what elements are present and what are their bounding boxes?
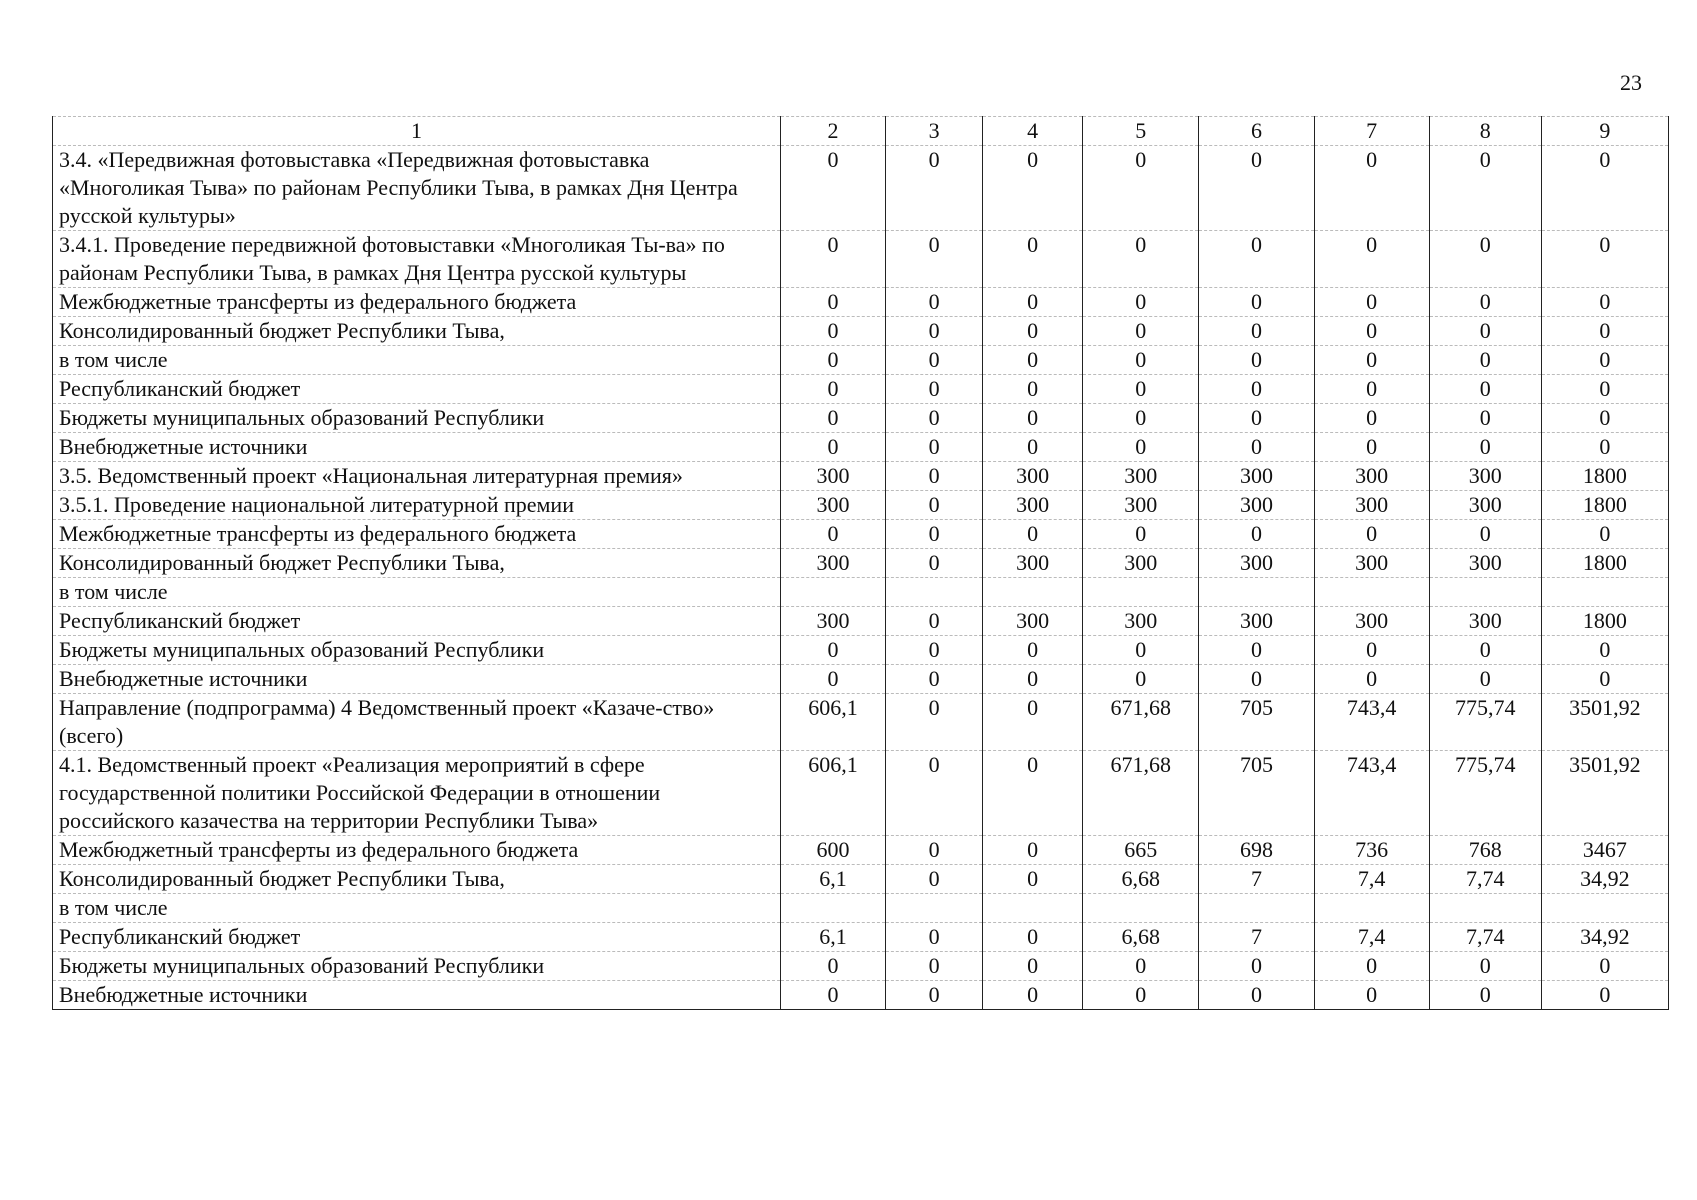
row-value bbox=[1541, 894, 1668, 923]
row-value: 0 bbox=[1541, 231, 1668, 288]
row-value: 0 bbox=[886, 665, 983, 694]
row-value: 300 bbox=[1083, 491, 1199, 520]
row-value: 0 bbox=[780, 146, 885, 231]
row-label: Внебюджетные источники bbox=[53, 665, 781, 694]
row-value: 300 bbox=[983, 607, 1083, 636]
row-value: 0 bbox=[1314, 231, 1429, 288]
row-label: Республиканский бюджет bbox=[53, 923, 781, 952]
row-value: 0 bbox=[1083, 288, 1199, 317]
row-value: 0 bbox=[983, 952, 1083, 981]
column-header: 5 bbox=[1083, 117, 1199, 146]
row-value: 0 bbox=[1541, 433, 1668, 462]
row-value: 0 bbox=[780, 952, 885, 981]
row-value: 7,4 bbox=[1314, 865, 1429, 894]
row-value: 0 bbox=[1314, 433, 1429, 462]
row-value: 0 bbox=[886, 462, 983, 491]
row-value bbox=[1314, 578, 1429, 607]
row-value: 300 bbox=[1314, 491, 1429, 520]
table-row bbox=[53, 665, 1669, 694]
row-value: 0 bbox=[983, 923, 1083, 952]
row-value: 0 bbox=[1541, 317, 1668, 346]
row-value: 0 bbox=[780, 636, 885, 665]
row-value: 300 bbox=[780, 549, 885, 578]
row-value: 3501,92 bbox=[1541, 751, 1668, 836]
row-value: 0 bbox=[886, 317, 983, 346]
row-value: 0 bbox=[780, 981, 885, 1010]
row-value: 0 bbox=[983, 636, 1083, 665]
row-value bbox=[1199, 894, 1314, 923]
row-value bbox=[983, 894, 1083, 923]
row-value: 0 bbox=[1314, 665, 1429, 694]
table-row bbox=[53, 694, 1669, 751]
row-value: 0 bbox=[1314, 404, 1429, 433]
row-value: 0 bbox=[1429, 636, 1541, 665]
row-value: 300 bbox=[1429, 607, 1541, 636]
table-row bbox=[53, 836, 1669, 865]
row-value: 0 bbox=[780, 288, 885, 317]
row-label: Консолидированный бюджет Республики Тыва, bbox=[53, 549, 781, 578]
row-value: 0 bbox=[1199, 317, 1314, 346]
row-value: 300 bbox=[1314, 549, 1429, 578]
budget-table bbox=[52, 116, 1669, 1010]
row-value: 34,92 bbox=[1541, 923, 1668, 952]
row-value: 300 bbox=[780, 462, 885, 491]
row-value: 0 bbox=[1314, 146, 1429, 231]
row-value: 300 bbox=[1083, 549, 1199, 578]
row-value: 0 bbox=[1314, 520, 1429, 549]
row-value: 300 bbox=[1314, 607, 1429, 636]
row-value: 0 bbox=[983, 317, 1083, 346]
row-label: 3.4.1. Проведение передвижной фотовыставки «Многоликая Ты-ва» по районам Республики Тыва, в рамках Дня Центра русской культуры bbox=[53, 231, 781, 288]
row-value: 0 bbox=[1541, 288, 1668, 317]
row-value: 0 bbox=[780, 404, 885, 433]
row-value: 6,1 bbox=[780, 923, 885, 952]
row-value: 0 bbox=[1314, 952, 1429, 981]
row-value: 0 bbox=[983, 433, 1083, 462]
column-header: 1 bbox=[53, 117, 781, 146]
table-row bbox=[53, 146, 1669, 231]
row-value: 0 bbox=[983, 665, 1083, 694]
row-value: 300 bbox=[983, 462, 1083, 491]
row-value: 0 bbox=[886, 288, 983, 317]
row-value: 3467 bbox=[1541, 836, 1668, 865]
row-label: 3.4. «Передвижная фотовыставка «Передвижная фотовыставка «Многоликая Тыва» по районам Республики Тыва, в рамках Дня Центра русской культуры» bbox=[53, 146, 781, 231]
row-label: 3.5.1. Проведение национальной литературной премии bbox=[53, 491, 781, 520]
row-value: 300 bbox=[1199, 491, 1314, 520]
row-label: Направление (подпрограмма) 4 Ведомственный проект «Казаче-ство» (всего) bbox=[53, 694, 781, 751]
row-value: 0 bbox=[780, 520, 885, 549]
row-value: 0 bbox=[1314, 636, 1429, 665]
row-value bbox=[1199, 578, 1314, 607]
table-row bbox=[53, 346, 1669, 375]
row-value: 0 bbox=[1199, 636, 1314, 665]
row-value bbox=[886, 578, 983, 607]
row-value: 768 bbox=[1429, 836, 1541, 865]
table-row bbox=[53, 751, 1669, 836]
row-label: Консолидированный бюджет Республики Тыва, bbox=[53, 865, 781, 894]
row-value: 775,74 bbox=[1429, 694, 1541, 751]
row-value: 600 bbox=[780, 836, 885, 865]
row-value: 671,68 bbox=[1083, 694, 1199, 751]
row-value: 0 bbox=[1199, 146, 1314, 231]
row-value: 0 bbox=[780, 665, 885, 694]
row-value: 0 bbox=[1429, 404, 1541, 433]
row-value: 300 bbox=[780, 607, 885, 636]
row-value: 7,74 bbox=[1429, 865, 1541, 894]
row-value: 0 bbox=[1199, 981, 1314, 1010]
row-value: 0 bbox=[1199, 520, 1314, 549]
row-value: 0 bbox=[886, 231, 983, 288]
row-value: 0 bbox=[886, 375, 983, 404]
row-value: 0 bbox=[1199, 952, 1314, 981]
table-row bbox=[53, 607, 1669, 636]
row-value: 300 bbox=[1083, 462, 1199, 491]
row-value: 0 bbox=[886, 865, 983, 894]
row-value: 606,1 bbox=[780, 694, 885, 751]
row-value: 0 bbox=[1541, 981, 1668, 1010]
row-value: 0 bbox=[1541, 404, 1668, 433]
row-label: Бюджеты муниципальных образований Республики bbox=[53, 636, 781, 665]
row-value bbox=[1541, 578, 1668, 607]
row-value: 0 bbox=[983, 981, 1083, 1010]
row-label: Консолидированный бюджет Республики Тыва, bbox=[53, 317, 781, 346]
row-value: 0 bbox=[1429, 665, 1541, 694]
row-value: 7 bbox=[1199, 865, 1314, 894]
row-label: в том числе bbox=[53, 894, 781, 923]
row-value: 0 bbox=[1314, 317, 1429, 346]
page-number: 23 bbox=[1620, 70, 1642, 95]
column-header: 8 bbox=[1429, 117, 1541, 146]
row-value: 775,74 bbox=[1429, 751, 1541, 836]
row-value: 705 bbox=[1199, 694, 1314, 751]
row-value: 0 bbox=[1083, 146, 1199, 231]
row-value: 0 bbox=[1314, 288, 1429, 317]
column-header: 6 bbox=[1199, 117, 1314, 146]
row-value: 671,68 bbox=[1083, 751, 1199, 836]
row-label: Внебюджетные источники bbox=[53, 981, 781, 1010]
row-value: 0 bbox=[1541, 952, 1668, 981]
row-value: 0 bbox=[1429, 317, 1541, 346]
row-value: 0 bbox=[1083, 375, 1199, 404]
column-header: 9 bbox=[1541, 117, 1668, 146]
row-label: в том числе bbox=[53, 346, 781, 375]
row-value: 300 bbox=[1429, 491, 1541, 520]
row-value: 0 bbox=[1314, 981, 1429, 1010]
row-value bbox=[1083, 578, 1199, 607]
row-value: 300 bbox=[983, 491, 1083, 520]
row-value: 300 bbox=[1429, 462, 1541, 491]
row-value: 0 bbox=[1083, 981, 1199, 1010]
row-value bbox=[1429, 894, 1541, 923]
row-value: 0 bbox=[780, 317, 885, 346]
row-value: 743,4 bbox=[1314, 751, 1429, 836]
row-value: 0 bbox=[1541, 520, 1668, 549]
row-value bbox=[780, 894, 885, 923]
table-row bbox=[53, 549, 1669, 578]
row-value: 0 bbox=[983, 751, 1083, 836]
row-value: 3501,92 bbox=[1541, 694, 1668, 751]
row-value: 1800 bbox=[1541, 491, 1668, 520]
row-value: 1800 bbox=[1541, 549, 1668, 578]
row-value: 0 bbox=[983, 520, 1083, 549]
table-header-row bbox=[53, 117, 1669, 146]
row-label: Республиканский бюджет bbox=[53, 607, 781, 636]
row-value: 0 bbox=[1314, 346, 1429, 375]
row-value bbox=[1083, 894, 1199, 923]
row-value: 0 bbox=[1541, 346, 1668, 375]
column-header: 3 bbox=[886, 117, 983, 146]
row-value: 0 bbox=[1199, 288, 1314, 317]
row-value: 698 bbox=[1199, 836, 1314, 865]
row-value: 0 bbox=[1429, 231, 1541, 288]
row-value: 743,4 bbox=[1314, 694, 1429, 751]
table-row bbox=[53, 981, 1669, 1010]
row-value: 0 bbox=[1083, 636, 1199, 665]
row-value: 7,74 bbox=[1429, 923, 1541, 952]
row-value: 606,1 bbox=[780, 751, 885, 836]
table-row bbox=[53, 404, 1669, 433]
row-value: 0 bbox=[1541, 636, 1668, 665]
row-value bbox=[780, 578, 885, 607]
row-value: 0 bbox=[983, 375, 1083, 404]
row-label: Межбюджетные трансферты из федерального бюджета bbox=[53, 288, 781, 317]
row-label: Межбюджетный трансферты из федерального бюджета bbox=[53, 836, 781, 865]
row-value: 6,68 bbox=[1083, 923, 1199, 952]
row-value: 0 bbox=[1541, 146, 1668, 231]
column-header: 4 bbox=[983, 117, 1083, 146]
row-value: 0 bbox=[983, 836, 1083, 865]
row-value: 34,92 bbox=[1541, 865, 1668, 894]
row-value: 0 bbox=[1429, 346, 1541, 375]
row-value: 0 bbox=[1199, 404, 1314, 433]
row-value: 0 bbox=[886, 751, 983, 836]
row-value: 0 bbox=[983, 231, 1083, 288]
row-value: 300 bbox=[1199, 607, 1314, 636]
row-value: 0 bbox=[886, 607, 983, 636]
row-value: 0 bbox=[1429, 146, 1541, 231]
row-value: 0 bbox=[886, 433, 983, 462]
row-label: Бюджеты муниципальных образований Республики bbox=[53, 952, 781, 981]
row-value: 300 bbox=[1429, 549, 1541, 578]
row-value bbox=[1314, 894, 1429, 923]
row-value: 300 bbox=[1314, 462, 1429, 491]
row-value: 300 bbox=[1199, 549, 1314, 578]
row-value bbox=[983, 578, 1083, 607]
row-value: 0 bbox=[886, 636, 983, 665]
row-value: 0 bbox=[886, 346, 983, 375]
row-value: 0 bbox=[1199, 375, 1314, 404]
row-value: 0 bbox=[1429, 288, 1541, 317]
row-value: 0 bbox=[886, 981, 983, 1010]
row-value: 300 bbox=[1199, 462, 1314, 491]
row-value: 0 bbox=[1083, 952, 1199, 981]
table-row bbox=[53, 462, 1669, 491]
table-row bbox=[53, 894, 1669, 923]
row-value: 1800 bbox=[1541, 607, 1668, 636]
row-label: 4.1. Ведомственный проект «Реализация мероприятий в сфере государственной политики Российской Федерации в отношении российского казачества на территории Республики Тыва» bbox=[53, 751, 781, 836]
row-label: в том числе bbox=[53, 578, 781, 607]
table-row bbox=[53, 375, 1669, 404]
row-value: 7 bbox=[1199, 923, 1314, 952]
row-label: 3.5. Ведомственный проект «Национальная литературная премия» bbox=[53, 462, 781, 491]
row-value: 6,1 bbox=[780, 865, 885, 894]
column-header: 7 bbox=[1314, 117, 1429, 146]
row-value: 0 bbox=[886, 549, 983, 578]
table-row bbox=[53, 952, 1669, 981]
row-value: 0 bbox=[886, 836, 983, 865]
row-value: 7,4 bbox=[1314, 923, 1429, 952]
row-value: 0 bbox=[1541, 375, 1668, 404]
row-value: 0 bbox=[886, 694, 983, 751]
row-value: 0 bbox=[1083, 317, 1199, 346]
row-label: Межбюджетные трансферты из федерального бюджета bbox=[53, 520, 781, 549]
row-value: 0 bbox=[886, 146, 983, 231]
row-value: 0 bbox=[983, 404, 1083, 433]
table-row bbox=[53, 578, 1669, 607]
row-value: 0 bbox=[1429, 952, 1541, 981]
table-row bbox=[53, 317, 1669, 346]
row-value: 0 bbox=[886, 923, 983, 952]
row-value: 300 bbox=[983, 549, 1083, 578]
row-value: 0 bbox=[1314, 375, 1429, 404]
row-value: 0 bbox=[1083, 404, 1199, 433]
table-row bbox=[53, 865, 1669, 894]
row-value bbox=[1429, 578, 1541, 607]
row-label: Внебюджетные источники bbox=[53, 433, 781, 462]
row-value: 0 bbox=[983, 346, 1083, 375]
row-value: 0 bbox=[780, 231, 885, 288]
table-row bbox=[53, 491, 1669, 520]
row-value bbox=[886, 894, 983, 923]
row-value: 0 bbox=[983, 146, 1083, 231]
row-value: 0 bbox=[1199, 346, 1314, 375]
row-value: 0 bbox=[1541, 665, 1668, 694]
row-value: 0 bbox=[1083, 665, 1199, 694]
row-value: 0 bbox=[1429, 520, 1541, 549]
row-value: 665 bbox=[1083, 836, 1199, 865]
row-value: 0 bbox=[1429, 433, 1541, 462]
row-value: 0 bbox=[1083, 231, 1199, 288]
row-value: 0 bbox=[1199, 231, 1314, 288]
row-value: 0 bbox=[1199, 433, 1314, 462]
row-value: 0 bbox=[886, 520, 983, 549]
row-value: 0 bbox=[780, 375, 885, 404]
row-value: 705 bbox=[1199, 751, 1314, 836]
row-value: 0 bbox=[983, 694, 1083, 751]
row-value: 0 bbox=[886, 491, 983, 520]
row-value: 736 bbox=[1314, 836, 1429, 865]
table-row bbox=[53, 636, 1669, 665]
row-value: 0 bbox=[1083, 346, 1199, 375]
row-value: 0 bbox=[1199, 665, 1314, 694]
row-value: 0 bbox=[1429, 375, 1541, 404]
row-label: Республиканский бюджет bbox=[53, 375, 781, 404]
row-value: 0 bbox=[983, 288, 1083, 317]
row-value: 300 bbox=[1083, 607, 1199, 636]
row-value: 1800 bbox=[1541, 462, 1668, 491]
row-label: Бюджеты муниципальных образований Республики bbox=[53, 404, 781, 433]
table-row bbox=[53, 923, 1669, 952]
table-body bbox=[53, 146, 1669, 1010]
table-row bbox=[53, 231, 1669, 288]
table-row bbox=[53, 520, 1669, 549]
row-value: 0 bbox=[983, 865, 1083, 894]
row-value: 0 bbox=[886, 404, 983, 433]
row-value: 0 bbox=[780, 433, 885, 462]
table-row bbox=[53, 433, 1669, 462]
table-row bbox=[53, 288, 1669, 317]
column-header: 2 bbox=[780, 117, 885, 146]
row-value: 0 bbox=[1083, 433, 1199, 462]
row-value: 0 bbox=[780, 346, 885, 375]
row-value: 0 bbox=[1429, 981, 1541, 1010]
row-value: 0 bbox=[886, 952, 983, 981]
row-value: 6,68 bbox=[1083, 865, 1199, 894]
row-value: 0 bbox=[1083, 520, 1199, 549]
row-value: 300 bbox=[780, 491, 885, 520]
